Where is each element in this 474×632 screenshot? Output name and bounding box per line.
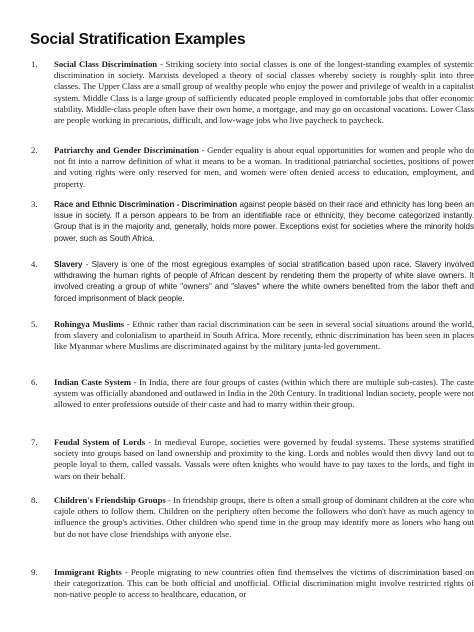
item-body: [54, 259, 474, 304]
item-text: - In medieval Europe, societies were governed by feudal systems. These systems stratified society into groups based on land ownership and proximity to the king. Lords and nobles would then divvy land out to people loyal to them, called vassals. Vassals were often knights who would have to pay taxes to the lords, and fight in wars on their behalf.: [54, 437, 474, 481]
item-number: 3.: [31, 199, 38, 209]
page-title: Social Stratification Examples: [30, 31, 246, 48]
item-heading: Rohingya Muslims: [54, 319, 125, 329]
item-body: [54, 199, 474, 244]
item-body: [54, 377, 474, 411]
item-number: 2.: [31, 145, 38, 155]
item-body: [54, 319, 474, 353]
item-number: 4.: [31, 259, 38, 269]
item-body: [54, 567, 474, 601]
item-text: - Gender equality is about equal opportunities for women and people who do not fit into a narrow definition of what it means to be a woman. In traditional patriarchal societies, positions of power and voting rights were only reserved for men, and women were often denied access to education, employment, and property.: [54, 145, 474, 189]
item-number: 6.: [31, 377, 38, 387]
item-text: - In India, there are four groups of castes (within which there are multiple sub-castes). The caste system was officially abandoned and outlawed in India in the 20th Century. In traditional Indian society, people were not allowed to enter professions outside of their caste and had to marry within their group.: [54, 377, 474, 410]
item-text: - Slavery is one of the most egregious examples of social stratification based upon race. Slavery involved withdrawing the human rights of people of African descent by rendering them the property of white slave owners. It involved creating a group of white "owners" and "slaves" where the white owners benefited from the labor theft and forced imprisonment of black people.: [54, 260, 474, 303]
item-heading: Children's Friendship Groups: [54, 495, 166, 505]
item-text: - Ethnic rather than racial discrimination can be seen in several social situations around the world, from slavery and colonialism to apartheid in South Africa. More recently, ethnic discrimination has been seen in places like Myanmar where Muslims are discriminated against by the military junta-led government.: [54, 319, 474, 352]
item-body: [54, 59, 474, 126]
item-number: 1.: [31, 59, 38, 69]
item-heading: Race and Ethnic Discrimination - Discrimination: [54, 200, 238, 209]
item-heading: Social Class Discrimination: [54, 59, 158, 69]
item-body: [54, 495, 474, 540]
item-heading: Slavery: [54, 260, 83, 269]
item-number: 8.: [31, 495, 38, 505]
item-number: 7.: [31, 437, 38, 447]
item-text: - In friendship groups, there is often a small group of dominant children at the core who cajole others to follow them. Children on the periphery often become the followers who don't have as much agency to influence the group's activities. Other children who spend time in the group may identify more as loners who hang out but do not have close friendships with anyone else.: [54, 495, 474, 539]
item-text: - Striking society into social classes is one of the longest-standing examples of systemic discrimination in society. Marxists developed a theory of social classes whereby society is roughly split into three classes. The Upper Class are a small group of wealthy people who enjoy the power and privilege of wealth in a capitalist system. Middle Class is a large group of sufficiently educated people employed in comfortable jobs that offer economic stability. Middle-class people often have their own home, a mortgage, and may go on occasional vacations. Lower Class are people working in precarious, difficult, and low-wage jobs who live paycheck to paycheck.: [54, 59, 474, 126]
item-heading: Feudal System of Lords: [54, 437, 146, 447]
item-number: 5.: [31, 319, 38, 329]
item-text: - People migrating to new countries often find themselves the victims of discrimination based on their categorization. This can be both official and unofficial. Official discrimination might involve restricted rights of non-native people to access to healthcare, education, or: [54, 567, 474, 600]
item-heading: Indian Caste System: [54, 377, 132, 387]
item-heading: Immigrant Rights: [54, 567, 122, 577]
item-number: 9.: [31, 567, 38, 577]
item-text: against people based on their race and ethnicity has long been an issue in society. If a person appears to be from an identifiable race or ethnicity, they become categorized instantly. Group that is in the majority and, generally, holds more power. Exceptions exist for societies where the minority holds power, such as South Africa.: [54, 200, 474, 243]
item-body: [54, 437, 474, 482]
item-heading: Patriarchy and Gender Discrimination: [54, 145, 200, 155]
item-body: [54, 145, 474, 190]
